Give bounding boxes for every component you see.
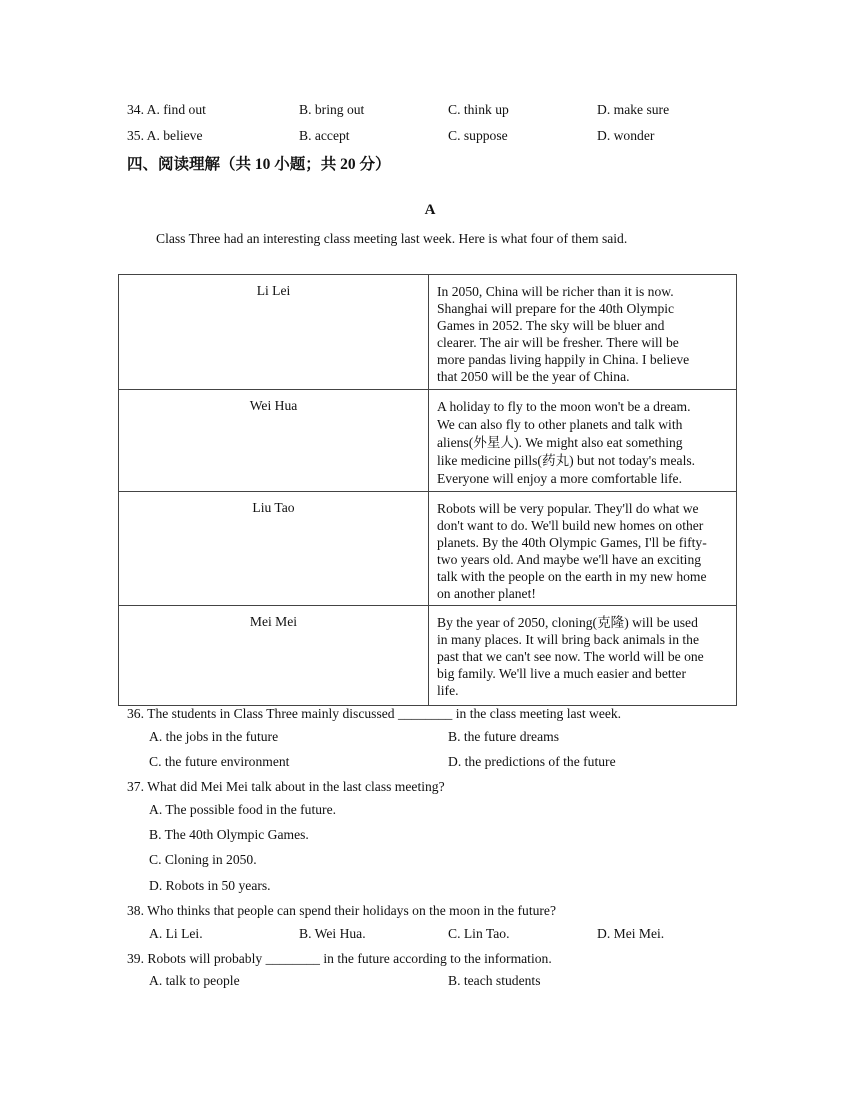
- q38-stem: 38. Who thinks that people can spend their holidays on the moon in the future?: [127, 903, 556, 918]
- text-line: on another planet!: [437, 586, 536, 601]
- speaker-text: [429, 390, 737, 492]
- text-line: past that we can't see now. The world will be one: [437, 649, 704, 664]
- q37-option-d: D. Robots in 50 years.: [149, 878, 271, 893]
- q35-option-d: D. wonder: [597, 128, 655, 143]
- q34-option-a: 34. A. find out: [127, 102, 206, 117]
- q39-option-a: A. talk to people: [149, 973, 240, 988]
- q39-option-b: B. teach students: [448, 973, 541, 988]
- text-line: Everyone will enjoy a more comfortable life.: [437, 471, 682, 486]
- q38-option-a: A. Li Lei.: [149, 926, 203, 941]
- text-line: A holiday to fly to the moon won't be a dream.: [437, 399, 691, 414]
- q38-option-d: D. Mei Mei.: [597, 926, 665, 941]
- text-line: Games in 2052. The sky will be bluer and: [437, 318, 665, 333]
- q34-option-d: D. make sure: [597, 102, 670, 117]
- text-line: aliens(外星人). We might also eat something: [437, 435, 683, 450]
- speaker-text: [429, 492, 737, 606]
- table-row: [119, 390, 737, 492]
- table-row: [119, 606, 737, 706]
- table-row: [119, 275, 737, 390]
- text-line: Shanghai will prepare for the 40th Olympic: [437, 301, 675, 316]
- text-line: Robots will be very popular. They'll do what we: [437, 501, 699, 516]
- q34-option-c: C. think up: [448, 102, 509, 117]
- q36-option-b: B. the future dreams: [448, 729, 559, 744]
- text-line: We can also fly to other planets and talk with: [437, 417, 683, 432]
- section-title: 四、阅读理解（共 10 小题；共 20 分）: [127, 156, 391, 173]
- text-line: two years old. And maybe we'll have an exciting: [437, 552, 702, 567]
- text-line: life.: [437, 683, 459, 698]
- speaker-text: [429, 606, 737, 706]
- q38-option-b: B. Wei Hua.: [299, 926, 366, 941]
- speaker-name: Mei Mei: [119, 606, 429, 706]
- q35-option-b: B. accept: [299, 128, 350, 143]
- q38-option-c: C. Lin Tao.: [448, 926, 510, 941]
- text-line: in many places. It will bring back animals in the: [437, 632, 699, 647]
- q35-option-a: 35. A. believe: [127, 128, 203, 143]
- table-row: [119, 492, 737, 606]
- speaker-table: [118, 274, 737, 706]
- q36-option-a: A. the jobs in the future: [149, 729, 279, 744]
- text-line: that 2050 will be the year of China.: [437, 369, 630, 384]
- speaker-name: Li Lei: [119, 275, 429, 390]
- q37-stem: 37. What did Mei Mei talk about in the last class meeting?: [127, 779, 445, 794]
- text-line: don't want to do. We'll build new homes on other: [437, 518, 704, 533]
- text-line: In 2050, China will be richer than it is now.: [437, 284, 674, 299]
- passage-letter: A: [424, 202, 436, 218]
- question-35: [127, 128, 747, 148]
- q34-option-b: B. bring out: [299, 102, 365, 117]
- q36-option-d: D. the predictions of the future: [448, 754, 616, 769]
- text-line: big family. We'll live a much easier and better: [437, 666, 686, 681]
- text-line: more pandas living happily in China. I believe: [437, 352, 690, 367]
- q36-option-c: C. the future environment: [149, 754, 290, 769]
- text-line: planets. By the 40th Olympic Games, I'll be fifty-: [437, 535, 707, 550]
- speaker-text: [429, 275, 737, 390]
- text-line: like medicine pills(药丸) but not today's meals.: [437, 453, 696, 468]
- q39-stem: 39. Robots will probably ________ in the future according to the information.: [127, 951, 552, 966]
- text-line: clearer. The air will be fresher. There will be: [437, 335, 679, 350]
- passage-intro: Class Three had an interesting class meeting last week. Here is what four of them said.: [156, 231, 628, 246]
- q35-option-c: C. suppose: [448, 128, 508, 143]
- q36-stem: 36. The students in Class Three mainly discussed ________ in the class meeting last week.: [127, 706, 622, 721]
- text-line: By the year of 2050, cloning(克隆) will be used: [437, 615, 698, 630]
- q37-option-c: C. Cloning in 2050.: [149, 852, 257, 867]
- speaker-name: Liu Tao: [119, 492, 429, 606]
- q37-option-b: B. The 40th Olympic Games.: [149, 827, 309, 842]
- text-line: talk with the people on the earth in my new home: [437, 569, 707, 584]
- q37-option-a: A. The possible food in the future.: [149, 802, 337, 817]
- question-34: [127, 102, 747, 122]
- speaker-name: Wei Hua: [119, 390, 429, 492]
